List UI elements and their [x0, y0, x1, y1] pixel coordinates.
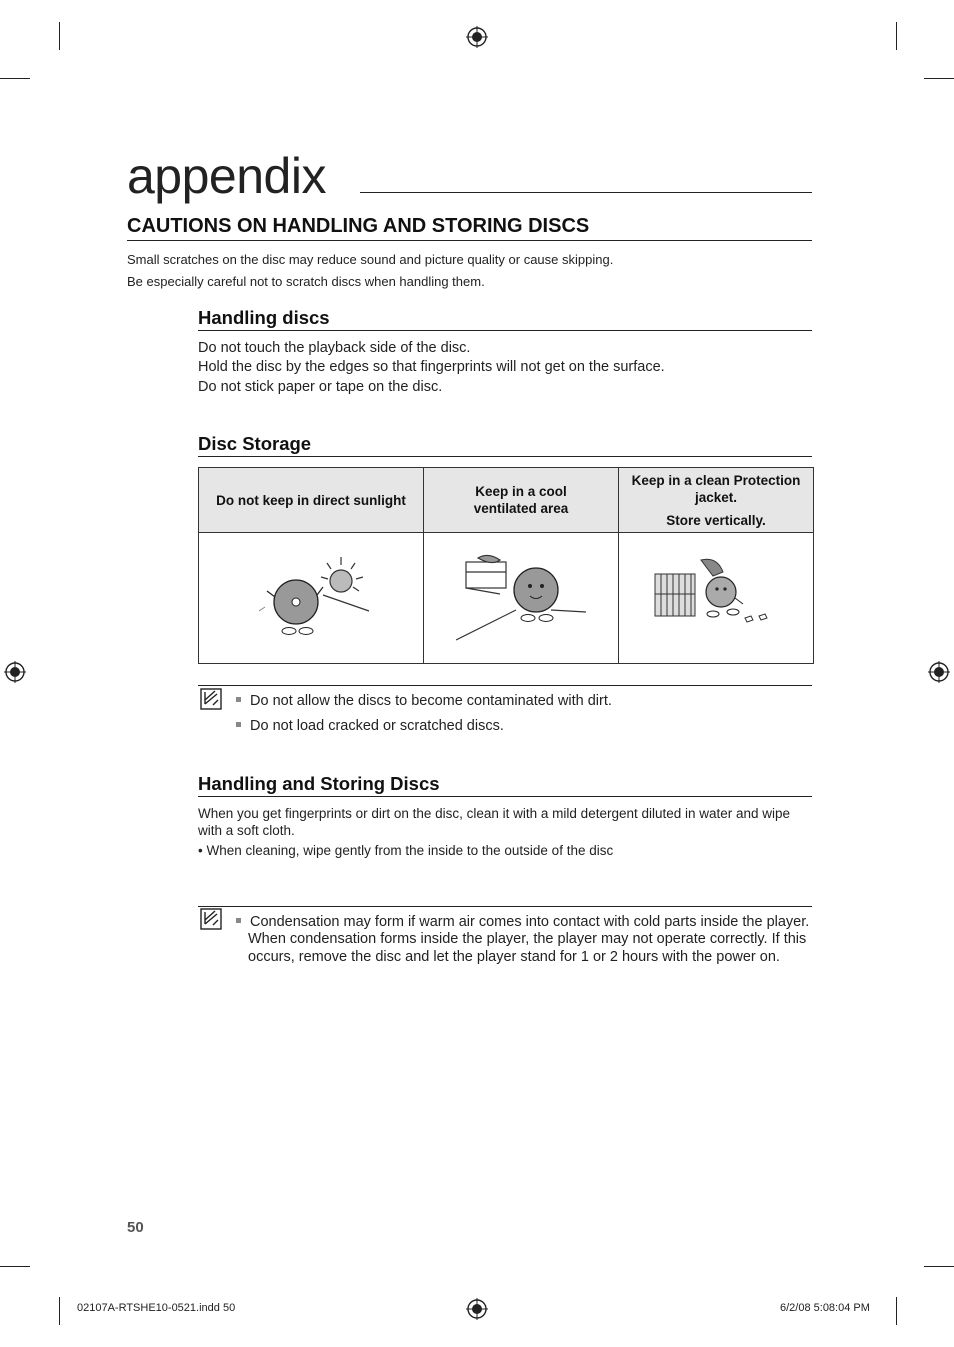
note-text: When condensation forms inside the player, the player may not operate correctly. If this [248, 931, 807, 947]
bullet-square-icon [236, 697, 241, 702]
note-rule [198, 685, 812, 686]
section-heading: CAUTIONS ON HANDLING AND STORING DISCS [127, 215, 590, 237]
bullet-square-icon [236, 722, 241, 727]
title-rule [360, 192, 812, 193]
storage-illustration-cell [199, 533, 424, 664]
intro-line: Be especially careful not to scratch discs when handling them. [127, 274, 485, 289]
crop-mark [59, 22, 60, 50]
storage-column-header [424, 468, 619, 533]
storage-table [198, 467, 814, 664]
handling-heading: Handling discs [198, 307, 330, 328]
storage-column-sublabel: Store vertically. [666, 512, 766, 528]
note-list-item [236, 718, 504, 734]
note-text: Do not load cracked or scratched discs. [250, 718, 504, 734]
crop-mark [896, 22, 897, 50]
crop-mark [59, 1297, 60, 1325]
storage-illustration-cell [619, 533, 814, 664]
disc-by-window-illustration [456, 550, 586, 642]
crop-mark [924, 1266, 954, 1267]
registration-mark-icon [466, 1298, 488, 1320]
note-text: occurs, remove the disc and let the player stand for 1 or 2 hours with the power on. [248, 949, 780, 965]
page-title: appendix [127, 148, 326, 204]
storage-column-header [199, 468, 424, 533]
handling-line: Do not touch the playback side of the disc. [198, 340, 471, 356]
cleaning-bullet-text: When cleaning, wipe gently from the inside to the outside of the disc [206, 843, 614, 858]
bullet-dot-icon: • [198, 843, 207, 858]
disc-in-sunlight-illustration [251, 555, 371, 637]
heading-rule [198, 330, 812, 331]
note-list-item [236, 693, 612, 709]
crop-mark [0, 78, 30, 79]
storage-column-label: Keep in a cool ventilated area [473, 484, 569, 516]
page-number: 50 [127, 1219, 144, 1236]
handling-storing-paragraph: with a soft cloth. [198, 823, 295, 838]
note-pencil-icon [200, 688, 222, 710]
footer-timestamp: 6/2/08 5:08:04 PM [780, 1302, 870, 1314]
note-text: Do not allow the discs to become contaminated with dirt. [250, 693, 612, 709]
handling-storing-heading: Handling and Storing Discs [198, 773, 440, 794]
note-pencil-icon [200, 908, 222, 930]
registration-mark-icon [928, 661, 950, 683]
section-rule [127, 240, 812, 241]
disc-running-to-shelf-illustration [651, 556, 781, 636]
cleaning-bullet [198, 842, 613, 859]
registration-mark-icon [466, 26, 488, 48]
handling-storing-paragraph: When you get fingerprints or dirt on the disc, clean it with a mild detergent diluted in water and wipe [198, 806, 791, 821]
storage-column-header [619, 468, 814, 533]
heading-rule [198, 796, 812, 797]
bullet-square-icon [236, 918, 241, 923]
crop-mark [0, 1266, 30, 1267]
storage-illustration-cell [424, 533, 619, 664]
handling-line: Do not stick paper or tape on the disc. [198, 379, 443, 395]
heading-rule [198, 456, 812, 457]
note-text: Condensation may form if warm air comes into contact with cold parts inside the player. [250, 914, 810, 930]
crop-mark [924, 78, 954, 79]
note-list-item [236, 914, 809, 932]
crop-mark [896, 1297, 897, 1325]
footer-filename: 02107A-RTSHE10-0521.indd 50 [77, 1302, 236, 1314]
handling-line: Hold the disc by the edges so that fingerprints will not get on the surface. [198, 359, 665, 375]
note-rule [198, 906, 812, 907]
registration-mark-icon [4, 661, 26, 683]
storage-column-label: Keep in a clean Protection jacket. [631, 472, 801, 505]
intro-line: Small scratches on the disc may reduce sound and picture quality or cause skipping. [127, 252, 614, 267]
storage-heading: Disc Storage [198, 433, 312, 454]
storage-column-label: Do not keep in direct sunlight [216, 492, 406, 508]
